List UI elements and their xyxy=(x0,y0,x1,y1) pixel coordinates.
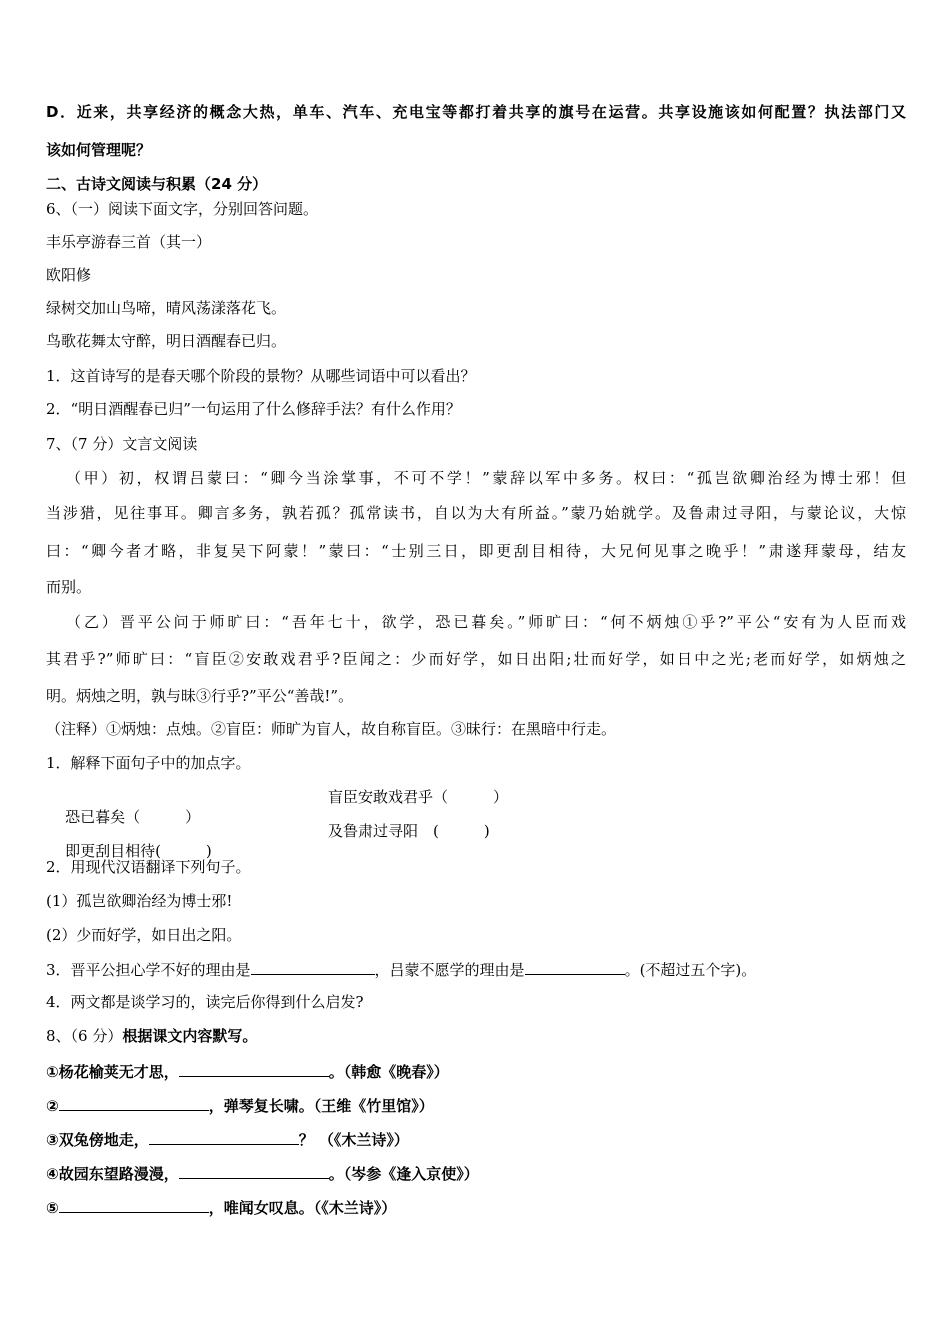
translate-item-1: (1）孤岂欲卿治经为博士邪! xyxy=(46,892,233,910)
recite-source: ，唯闻女叹息。（《木兰诗》） xyxy=(208,1199,397,1217)
q7-sub-4: 4．两文都是谈学习的，读完后你得到什么启发? xyxy=(46,993,364,1011)
recite-source: 。（岑参《逢入京使》） xyxy=(328,1165,479,1183)
explain-item-2: 盲臣安敢戏君乎（ ） xyxy=(328,788,509,806)
answer-blank[interactable] xyxy=(59,1094,209,1111)
q8-header xyxy=(46,1026,257,1046)
recite-text: ③双兔傍地走， xyxy=(46,1131,149,1149)
q7-sub-2-title: 2．用现代汉语翻译下列句子。 xyxy=(46,858,251,876)
q7-sub-3-part-3: 。(不超过五个字)。 xyxy=(624,961,757,979)
answer-blank[interactable] xyxy=(179,1162,329,1179)
answer-blank[interactable] xyxy=(149,1128,299,1145)
poem-line-2: 鸟歌花舞太守醉，明日酒醒春已归。 xyxy=(46,332,287,350)
passage-b-line-1: （乙）晋平公问于师旷曰：“吾年七十，欲学，恐已暮矣。”师旷曰：“何不炳烛①乎?”平公“安有为人臣而戏 xyxy=(66,613,906,631)
recite-source: ，弹琴复长啸。（王维《竹里馆》） xyxy=(208,1097,434,1115)
recite-text: ② xyxy=(46,1097,59,1115)
option-d-line-1: D．近来，共享经济的概念大热，单车、汽车、充电宝等都打着共享的旗号在运营。共享设施该如何配置？执法部门又 xyxy=(46,103,906,121)
passage-a-line-4: 而别。 xyxy=(46,578,92,596)
answer-blank[interactable] xyxy=(251,958,375,975)
q7-sub-1-row-2 xyxy=(46,821,906,860)
answer-blank[interactable] xyxy=(59,1196,209,1213)
q7-sub-1-title: 1．解释下面句子中的加点字。 xyxy=(46,754,251,772)
section-2-title: 二、古诗文阅读与积累（24 分） xyxy=(46,175,268,193)
recite-item-4 xyxy=(46,1162,479,1184)
passage-a-line-3: 曰：“卿今者才略，非复吴下阿蒙！”蒙曰：“士别三日，即更刮目相待，大兄何见事之晚乎！”肃遂拜蒙母，结友 xyxy=(46,542,906,560)
recite-text: ④故园东望路漫漫， xyxy=(46,1165,179,1183)
passage-b-line-2: 其君乎?”师旷曰：“盲臣②安敢戏君乎?臣闻之：少而好学，如日出阳;壮而好学，如日中之光;老而好学，如炳烛之 xyxy=(46,650,906,668)
translate-item-2: (2）少而好学，如日出之阳。 xyxy=(46,926,242,944)
recite-item-2 xyxy=(46,1094,434,1116)
poem-author: 欧阳修 xyxy=(46,266,92,284)
q6-header: 6、（一）阅读下面文字，分别回答问题。 xyxy=(46,200,319,218)
answer-blank[interactable] xyxy=(179,1060,329,1077)
q8-instruction: 根据课文内容默写。 xyxy=(122,1027,258,1045)
recite-item-3 xyxy=(46,1128,409,1150)
explain-item-3: 即更刮目相待( ) xyxy=(65,842,212,860)
q7-sub-3 xyxy=(46,958,756,980)
q7-sub-3-part-1: 3．晋平公担心学不好的理由是 xyxy=(46,961,251,979)
passage-a-line-1: （甲）初，权谓吕蒙曰：“卿今当涂掌事，不可不学！”蒙辞以军中多务。权曰：“孤岂欲卿治经为博士邪！但 xyxy=(66,469,906,487)
recite-source: 。（韩愈《晚春》） xyxy=(328,1063,449,1081)
poem-title: 丰乐亭游春三首（其一） xyxy=(46,233,212,251)
q6-subquestion-2: 2．“明日酒醒春已归”一句运用了什么修辞手法？有什么作用？ xyxy=(46,400,461,418)
option-d-line-2: 该如何管理呢？ xyxy=(46,141,152,159)
explain-item-1: 恐已暮矣（ ） xyxy=(65,808,201,826)
passage-b-line-3: 明。炳烛之明，孰与昧③行乎?”平公“善哉!”。 xyxy=(46,687,354,705)
q7-header: 7、（7 分）文言文阅读 xyxy=(46,435,198,453)
annotation-notes: （注释）①炳烛：点烛。②盲臣：师旷为盲人，故自称盲臣。③昧行：在黑暗中行走。 xyxy=(46,720,617,738)
explain-item-4: 及鲁肃过寻阳 ( ) xyxy=(328,822,490,840)
recite-item-5 xyxy=(46,1196,396,1218)
q7-sub-3-part-2: ，吕蒙不愿学的理由是 xyxy=(374,961,525,979)
q7-sub-1-row-1 xyxy=(46,787,906,826)
q6-subquestion-1: 1．这首诗写的是春天哪个阶段的景物？从哪些词语中可以看出？ xyxy=(46,367,476,385)
q8-number: 8、（6 分） xyxy=(46,1027,123,1045)
answer-blank[interactable] xyxy=(525,958,625,975)
recite-item-1 xyxy=(46,1060,449,1082)
recite-text: ①杨花榆荚无才思， xyxy=(46,1063,179,1081)
poem-line-1: 绿树交加山鸟啼，晴风荡漾落花飞。 xyxy=(46,299,287,317)
recite-text: ⑤ xyxy=(46,1199,59,1217)
passage-a-line-2: 当涉猎，见往事耳。卿言多务，孰若孤？孤常读书，自以为大有所益。”蒙乃始就学。及鲁肃过寻阳，与蒙论议，大惊 xyxy=(46,504,906,522)
recite-source: ？ （《木兰诗》） xyxy=(298,1131,409,1149)
